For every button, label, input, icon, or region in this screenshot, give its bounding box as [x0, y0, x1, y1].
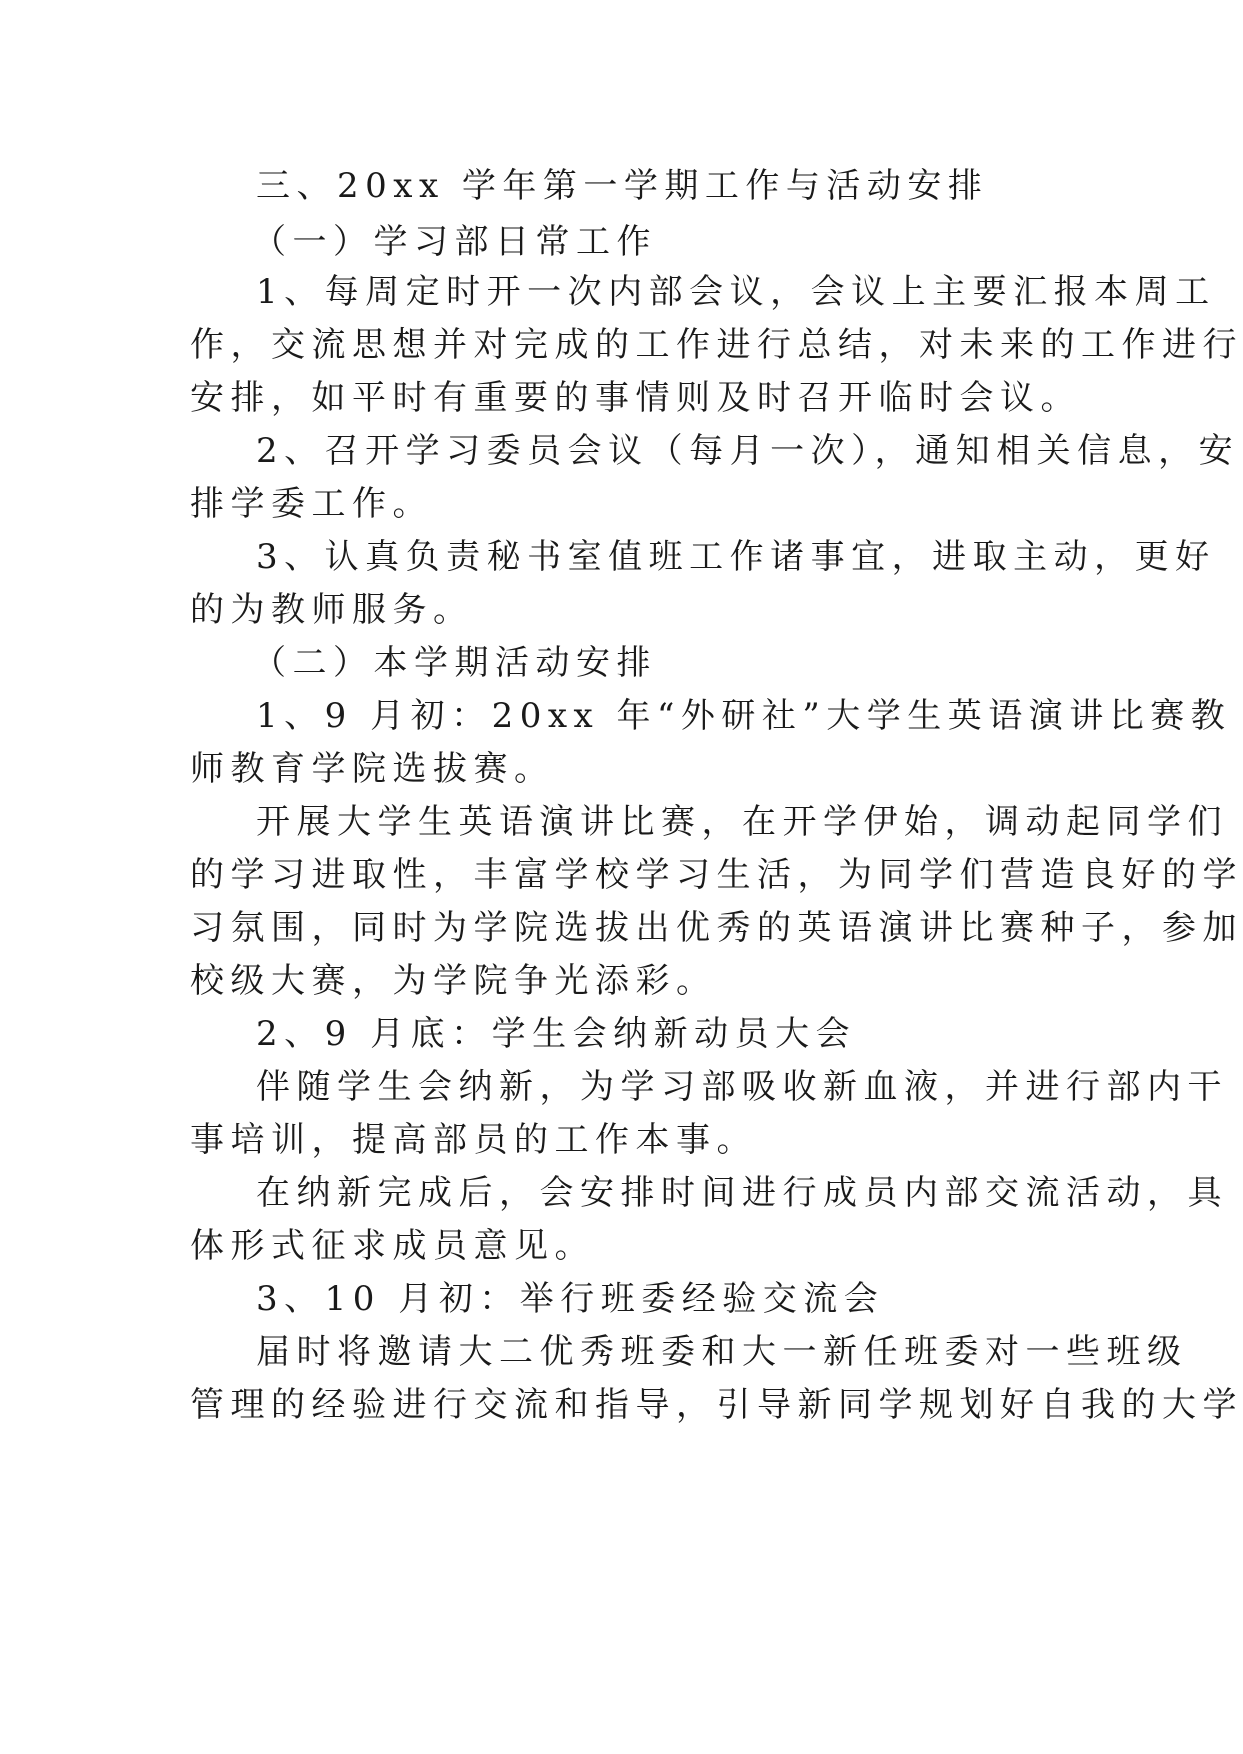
- paragraph-line: 事培训，提高部员的工作本事。: [190, 1120, 757, 1160]
- paragraph-line: 校级大赛，为学院争光添彩。: [190, 961, 717, 1001]
- paragraph-line: 管理的经验进行交流和指导，引导新同学规划好自我的大学: [190, 1385, 1243, 1425]
- paragraph-line: 届时将邀请大二优秀班委和大一新任班委对一些班级: [256, 1332, 1188, 1372]
- paragraph-line: 2、召开学习委员会议（每月一次），通知相关信息，安: [256, 431, 1240, 471]
- paragraph-line: 3、10 月初：举行班委经验交流会: [256, 1279, 885, 1319]
- subsection-heading: （二）本学期活动安排: [252, 643, 657, 683]
- paragraph-line: 习氛围，同时为学院选拔出优秀的英语演讲比赛种子，参加: [190, 908, 1243, 948]
- paragraph-line: 1、每周定时开一次内部会议，会议上主要汇报本周工: [256, 272, 1216, 312]
- paragraph-line: 2、9 月底：学生会纳新动员大会: [256, 1014, 857, 1054]
- paragraph-line: 在纳新完成后，会安排时间进行成员内部交流活动，具: [256, 1173, 1228, 1213]
- paragraph-line: 伴随学生会纳新，为学习部吸收新血液，并进行部内干: [256, 1067, 1228, 1107]
- paragraph-line: 师教育学院选拔赛。: [190, 749, 555, 789]
- paragraph-line: 体形式征求成员意见。: [190, 1226, 595, 1266]
- paragraph-line: 作，交流思想并对完成的工作进行总结，对未来的工作进行: [190, 325, 1243, 365]
- paragraph-line: 排学委工作。: [190, 484, 433, 524]
- paragraph-line: 安排，如平时有重要的事情则及时召开临时会议。: [190, 378, 1081, 418]
- paragraph-line: 1、9 月初：20xx 年“外研社”大学生英语演讲比赛教: [256, 696, 1232, 736]
- paragraph-line: 的学习进取性，丰富学校学习生活，为同学们营造良好的学: [190, 855, 1243, 895]
- subsection-heading: （一）学习部日常工作: [252, 222, 657, 262]
- paragraph-line: 3、认真负责秘书室值班工作诸事宜，进取主动，更好: [256, 537, 1216, 577]
- paragraph-line: 开展大学生英语演讲比赛，在开学伊始，调动起同学们: [256, 802, 1228, 842]
- section-heading: 三、20xx 学年第一学期工作与活动安排: [256, 166, 989, 206]
- paragraph-line: 的为教师服务。: [190, 590, 474, 630]
